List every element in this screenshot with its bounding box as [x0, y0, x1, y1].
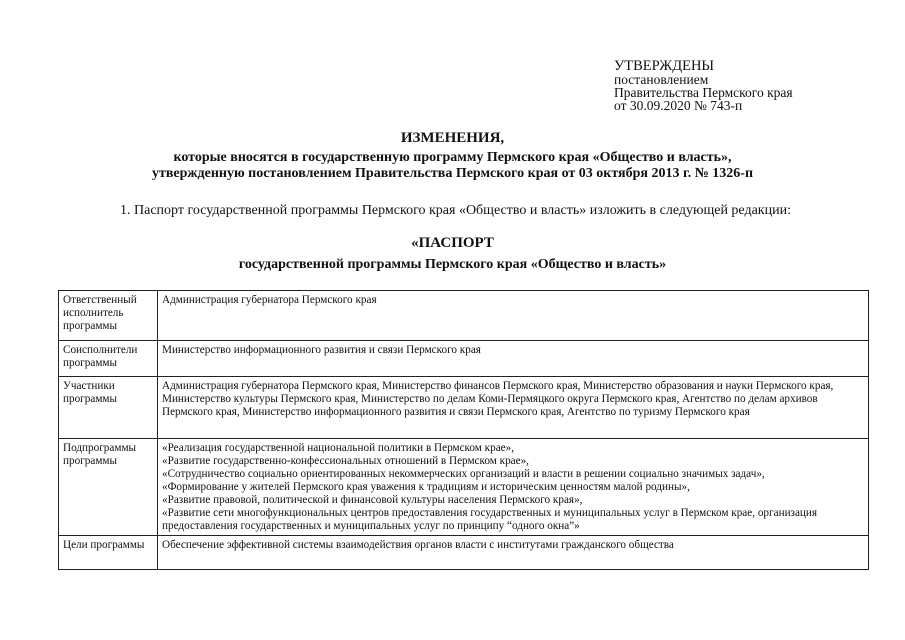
table-row [59, 341, 869, 377]
row-value: Министерство информационного развития и связи Пермского края [158, 341, 869, 377]
table-row [59, 377, 869, 439]
subprogram-item: «Развитие правовой, политической и финансовой культуры населения Пермского края», [162, 494, 583, 506]
table-row [59, 291, 869, 341]
document-title: ИЗМЕНЕНИЯ, [400, 130, 505, 146]
row-label: Ответственный исполнитель программы [59, 291, 158, 341]
table-row [59, 536, 869, 570]
row-label: Участники программы [59, 377, 158, 439]
subprogram-item: «Развитие сети многофункциональных центров предоставления государственных и муниципальных услуг в Пермском крае, организация предоставления государственных и муниципальных услуг по принципу “одного окна”» [162, 507, 818, 532]
approval-line: от 30.09.2020 № 743-п [614, 98, 743, 113]
row-value [158, 439, 869, 536]
subprogram-item: «Сотрудничество социально ориентированных некоммерческих организаций и власти в решении социально значимых задач», [162, 468, 765, 480]
row-label: Цели программы [59, 536, 158, 570]
row-value: Администрация губернатора Пермского края [158, 291, 869, 341]
document-subtitle [0, 150, 905, 182]
row-value: Администрация губернатора Пермского края, Министерство финансов Пермского края, Министерство образования и науки Пермского края, Министерство культуры Пермского края, Министерство по делам Коми-Пермяцкого округа Пермского края, Агентство по делам архивов Пермского края, Министерство информационного развития и связи Пермского края, Агентство по туризму Пермского края [158, 377, 869, 439]
table-row [59, 439, 869, 536]
approval-stamp [614, 60, 793, 112]
subprogram-item: «Формирование у жителей Пермского края уважения к традициям и историческим ценностям малой родины», [162, 481, 690, 493]
row-label: Подпрограммы программы [59, 439, 158, 536]
passport-subtitle: государственной программы Пермского края «Общество и власть» [238, 257, 667, 272]
subprogram-item: «Развитие государственно-конфессиональных отношений в Пермском крае», [162, 455, 529, 467]
passport-table [58, 290, 869, 570]
intro-paragraph: 1. Паспорт государственной программы Пермского края «Общество и власть» изложить в следующей редакции: [120, 203, 791, 218]
approval-line: УТВЕРЖДЕНЫ [614, 58, 715, 74]
subprogram-item: «Реализация государственной национальной политики в Пермском крае», [162, 442, 515, 454]
row-value: Обеспечение эффективной системы взаимодействия органов власти с институтами гражданского общества [158, 536, 869, 570]
approval-line: Правительства Пермского края [614, 85, 793, 100]
passport-title: «ПАСПОРТ [411, 235, 494, 251]
subtitle-line: утвержденную постановлением Правительства Пермского края от 03 октября 2013 г. № 1326-п [151, 166, 754, 181]
subtitle-line: которые вносятся в государственную программу Пермского края «Общество и власть», [173, 150, 732, 165]
row-label: Соисполнители программы [59, 341, 158, 377]
approval-line: постановлением [614, 72, 709, 87]
